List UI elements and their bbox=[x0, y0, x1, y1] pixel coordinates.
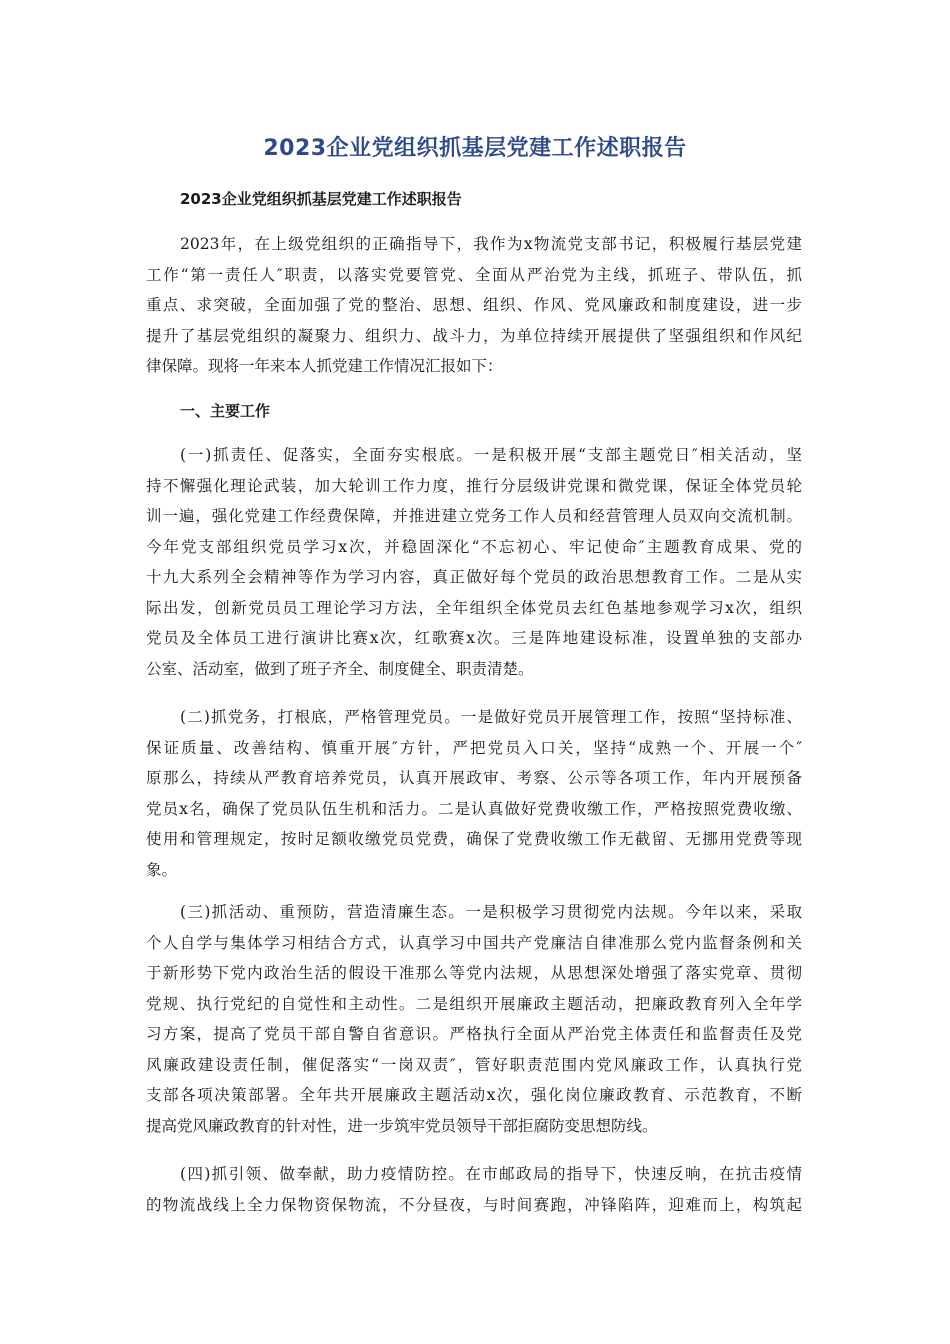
text-line: (四)抓引领、做奉献，助力疫情防控。在市邮政局的指导下，快速反响，在抗击疫情 bbox=[180, 1165, 802, 1183]
paragraph-2 bbox=[146, 702, 802, 885]
text-line: 提高党风廉政教育的针对性，进一步筑牢党员领导干部拒腐防变思想防线。 bbox=[146, 1116, 658, 1135]
text-line: 原那么，持续从严教育培养党员，认真开展政审、考察、公示等各项工作，年内开展预备 bbox=[146, 769, 802, 787]
intro-paragraph bbox=[146, 229, 802, 382]
text-line: 个人自学与集体学习相结合方式，认真学习中国共产党廉洁自律准那么党内监督条例和关 bbox=[146, 933, 802, 952]
text-line: 党规、执行党纪的自觉性和主动性。二是组织开展廉政主题活动，把廉政教育列入全年学 bbox=[146, 994, 802, 1013]
text-line: 使用和管理规定，按时足额收缴党员党费，确保了党费收缴工作无截留、无挪用党费等现 bbox=[146, 830, 802, 848]
document-subtitle: 2023企业党组织抓基层党建工作述职报告 bbox=[180, 190, 462, 208]
text-line: (一)抓责任、促落实，全面夯实根底。一是积极开展“支部主题党日″相关活动，坚 bbox=[180, 446, 802, 464]
text-line: 风廉政建设责任制，催促落实“一岗双责″，管好职责范围内党风廉政工作，认真执行党 bbox=[146, 1055, 802, 1074]
text-line: 训一遍，强化党建工作经费保障，并推进建立党务工作人员和经营管理人员双向交流机制。 bbox=[146, 507, 802, 525]
text-line: 律保障。现将一年来本人抓党建工作情况汇报如下： bbox=[146, 357, 503, 375]
text-line: 重点、求突破，全面加强了党的整治、思想、组织、作风、党风廉政和制度建设，进一步 bbox=[146, 296, 802, 314]
text-line: 2023年，在上级党组织的正确指导下，我作为x物流党支部书记，积极履行基层党建 bbox=[180, 235, 802, 253]
text-line: 保证质量、改善结构、慎重开展″方针，严把党员入口关，坚持“成熟一个、开展一个″ bbox=[146, 738, 802, 757]
paragraph-4 bbox=[146, 1159, 802, 1220]
text-line: 于新形势下党内政治生活的假设干准那么等党内法规，从思想深处增强了落实党章、贯彻 bbox=[146, 964, 802, 982]
text-line: 象。 bbox=[146, 860, 178, 879]
text-line: 支部各项决策部署。全年共开展廉政主题活动x次，强化岗位廉政教育、示范教育，不断 bbox=[146, 1086, 802, 1104]
text-line: 习方案，提高了党员干部自警自省意识。严格执行全面从严治党主体责任和监督责任及党 bbox=[146, 1025, 802, 1043]
text-line: (二)抓党务，打根底，严格管理党员。一是做好党员开展管理工作，按照“坚持标准、 bbox=[180, 708, 802, 726]
text-line: 的物流战线上全力保物资保物流，不分昼夜，与时间赛跑，冲锋陷阵，迎难而上，构筑起 bbox=[146, 1195, 802, 1214]
document-title: 2023企业党组织抓基层党建工作述职报告 bbox=[263, 136, 687, 161]
text-line: 持不懈强化理论武装，加大轮训工作力度，推行分层级讲党课和微党课，保证全体党员轮 bbox=[146, 476, 802, 495]
text-line: 今年党支部组织党员学习x次，并稳固深化“不忘初心、牢记使命″主题教育成果、党的 bbox=[146, 537, 802, 556]
section-heading: 一、主要工作 bbox=[180, 402, 271, 420]
text-line: (三)抓活动、重预防，营造清廉生态。一是积极学习贯彻党内法规。今年以来，采取 bbox=[180, 903, 802, 921]
paragraph-3 bbox=[146, 897, 802, 1141]
text-line: 提升了基层党组织的凝聚力、组织力、战斗力，为单位持续开展提供了坚强组织和作风纪 bbox=[146, 326, 802, 345]
text-line: 公室、活动室，做到了班子齐全、制度健全、职责清楚。 bbox=[146, 659, 534, 678]
text-line: 工作“第一责任人″职责，以落实党要管党、全面从严治党为主线，抓班子、带队伍，抓 bbox=[146, 265, 802, 284]
text-line: 际出发，创新党员员工理论学习方法，全年组织全体党员去红色基地参观学习x次，组织 bbox=[146, 598, 802, 617]
text-line: 十九大系列全会精神等作为学习内容，真正做好每个党员的政治思想教育工作。二是从实 bbox=[146, 568, 802, 586]
text-line: 党员x名，确保了党员队伍生机和活力。二是认真做好党费收缴工作，严格按照党费收缴、 bbox=[146, 799, 802, 818]
paragraph-1 bbox=[146, 440, 802, 684]
text-line: 党员及全体员工进行演讲比赛x次，红歌赛x次。三是阵地建设标准，设置单独的支部办 bbox=[146, 629, 802, 647]
